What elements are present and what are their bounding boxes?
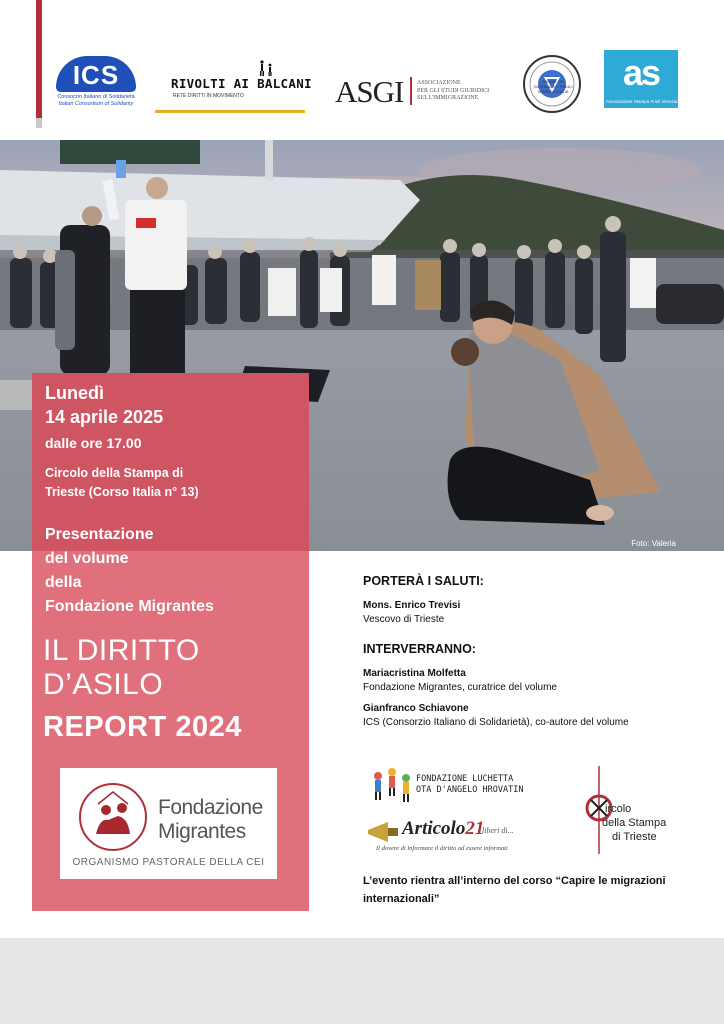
presentation-line4: Fondazione Migrantes bbox=[45, 598, 214, 615]
ics-subtitle bbox=[54, 94, 138, 107]
speaker2-name: Gianfranco Schiavone bbox=[363, 703, 469, 714]
saluti-role: Vescovo di Trieste bbox=[363, 614, 445, 625]
book-title bbox=[43, 634, 200, 702]
event-place-line2: Trieste (Corso Italia n° 13) bbox=[45, 485, 199, 499]
asgi-divider bbox=[410, 77, 412, 105]
asgi-wordmark: ASGI bbox=[335, 74, 404, 109]
migrantes-subtitle: ORGANISMO PASTORALE DELLA CEI bbox=[72, 857, 265, 868]
rivolti-subtitle: RETE DIRITTI IN MOVIMENTO bbox=[173, 93, 244, 99]
interventi-heading: INTERVERRANNO: bbox=[363, 642, 476, 656]
top-accent-bar-grey bbox=[36, 118, 42, 128]
walking-figures-icon bbox=[257, 60, 277, 76]
presentation-line2: del volume bbox=[45, 550, 129, 567]
associazione-stampa-logo bbox=[604, 50, 691, 108]
children-figures-icon bbox=[370, 766, 414, 806]
rivolti-title: RIVOLTI AI BALCANI bbox=[171, 76, 312, 91]
articolo21-tagline: liberi di... bbox=[482, 826, 514, 835]
circolo-line3: di Trieste bbox=[612, 831, 657, 843]
as-wordmark: as bbox=[622, 52, 660, 93]
odg-ring-text: ORDINE DEI GIORNALISTI FRIULI VENEZIA GIULIA bbox=[533, 79, 573, 94]
book-title-line1: IL DIRITTO bbox=[43, 634, 200, 667]
luchetta-line2: OTA D'ANGELO HROVATIN bbox=[416, 785, 524, 795]
saluti-heading: PORTERÀ I SALUTI: bbox=[363, 574, 484, 588]
speaker1-name: Mariacristina Molfetta bbox=[363, 668, 466, 679]
event-date: 14 aprile 2025 bbox=[45, 407, 164, 427]
asgi-sub-line2: PER GLI STUDI GIURIDICI bbox=[417, 87, 490, 94]
rivolti-ai-balcani-logo bbox=[155, 60, 312, 116]
ics-logo bbox=[54, 56, 138, 108]
event-place-line1: Circolo della Stampa di bbox=[45, 466, 184, 480]
asgi-sub-line1: ASSOCIAZIONE bbox=[417, 80, 461, 86]
speaker2-role: ICS (Consorzio Italiano di Solidarietà), co-autore del volume bbox=[363, 717, 629, 728]
presentation-text bbox=[45, 523, 214, 619]
articolo21-title bbox=[402, 818, 484, 840]
circolo-line2: della Stampa bbox=[602, 817, 667, 829]
ics-sub-line1: Consorzio Italiano di Solidarietà bbox=[57, 94, 135, 100]
megaphone-icon bbox=[366, 820, 402, 844]
event-day: Lunedì bbox=[45, 383, 104, 403]
migrantes-emblem-icon bbox=[78, 782, 148, 852]
migrantes-name bbox=[158, 796, 263, 844]
articolo21-logo bbox=[366, 818, 526, 858]
photo-credit: Foto: Valeria bbox=[631, 539, 676, 548]
asgi-logo bbox=[335, 74, 495, 114]
top-accent-bar bbox=[36, 0, 42, 118]
articolo21-number: 21 bbox=[465, 818, 485, 839]
presentation-line1: Presentazione bbox=[45, 526, 154, 543]
book-title-line2: D’ASILO bbox=[43, 668, 164, 701]
luchetta-text bbox=[416, 774, 523, 796]
migrantes-name-line2: Migrantes bbox=[158, 820, 246, 843]
speaker1-role: Fondazione Migrantes, curatrice del volume bbox=[363, 682, 557, 693]
fondazione-luchetta-logo bbox=[370, 766, 530, 808]
event-time: dalle ore 17.00 bbox=[45, 435, 142, 451]
saluti-name: Mons. Enrico Trevisi bbox=[363, 600, 461, 611]
ordine-giornalisti-logo bbox=[523, 55, 581, 113]
circolo-stampa-trieste-logo bbox=[575, 766, 665, 854]
as-subtitle: Associazione Stampa Friuli Venezia Giulia bbox=[606, 99, 691, 104]
presentation-line3: della bbox=[45, 574, 82, 591]
luchetta-line1: FONDAZIONE LUCHETTA bbox=[416, 774, 514, 784]
footer-band bbox=[0, 938, 724, 1024]
book-report-year: REPORT 2024 bbox=[43, 711, 242, 743]
course-note: L’evento rientra all’interno del corso “Capire le migrazioni internazionali” bbox=[363, 875, 666, 905]
rivolti-underline bbox=[155, 110, 305, 113]
ics-sub-line2: Italian Consortium of Solidarity bbox=[58, 100, 134, 107]
circolo-line1: ircolo bbox=[605, 803, 632, 815]
fondazione-migrantes-logo bbox=[60, 768, 277, 879]
articolo21-word: Articolo bbox=[402, 818, 466, 839]
asgi-subtitle bbox=[417, 80, 497, 103]
articolo21-subtitle: Il dovere di informare il diritto ad essere informati bbox=[376, 845, 508, 852]
migrantes-name-line1: Fondazione bbox=[158, 796, 263, 819]
asgi-sub-line3: SULL'IMMIGRAZIONE bbox=[417, 95, 479, 101]
ics-badge: ICS bbox=[56, 56, 136, 92]
